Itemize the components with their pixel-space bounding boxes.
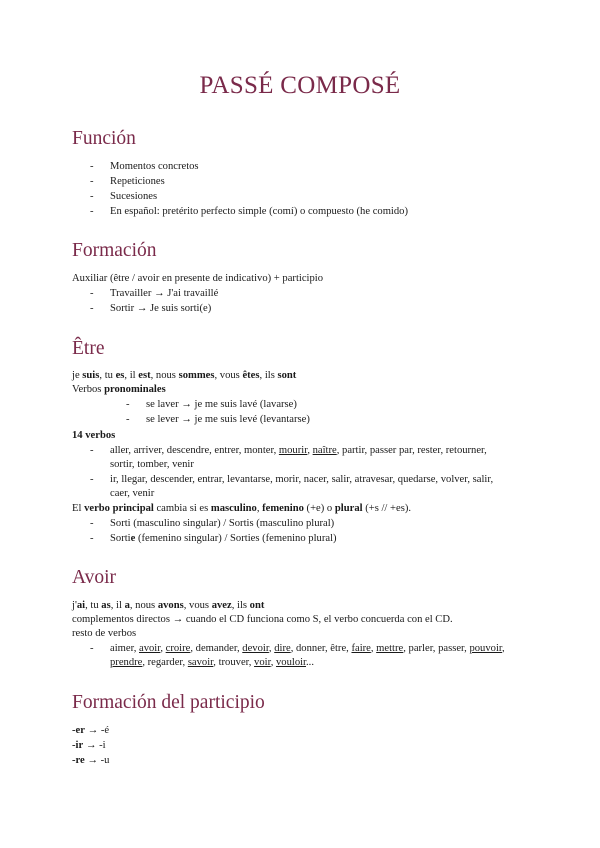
list-item: - Sorti (masculino singular) / Sortis (masculino plural) xyxy=(90,518,335,529)
heading-funcion: Función xyxy=(72,128,136,149)
heading-avoir: Avoir xyxy=(72,567,117,588)
participle-rule: -re → -u xyxy=(72,755,110,766)
list-item: - Travailler → J'ai travaillé xyxy=(90,288,219,299)
list-item: - En español: pretérito perfecto simple (comí) o compuesto (he comido) xyxy=(90,206,409,217)
list-item-continuation: prendre, regarder, savoir, trouver, voir, vouloir... xyxy=(110,657,314,668)
heading-formacion: Formación xyxy=(72,240,157,261)
list-item: - Repeticiones xyxy=(90,176,165,187)
participle-rule: -ir → -i xyxy=(72,740,106,751)
verbs-label: 14 verbos xyxy=(72,430,116,441)
list-item: - aller, arriver, descendre, entrer, monter, mourir, naître, partir, passer par, rester, retourner, xyxy=(90,445,487,456)
resto-label: resto de verbos xyxy=(72,628,137,639)
list-item: - Momentos concretos xyxy=(90,161,199,172)
list-item-continuation: caer, venir xyxy=(110,488,155,499)
page-title: PASSÉ COMPOSÉ xyxy=(199,72,401,99)
list-item: - se lever → je me suis levé (levantarse) xyxy=(126,414,310,425)
list-item: - Sortie (femenino singular) / Sorties (femenino plural) xyxy=(90,533,337,544)
list-item: - se laver → je me suis lavé (lavarse) xyxy=(126,399,297,410)
participle-rule: -er → -é xyxy=(72,725,110,736)
list-item-continuation: sortir, tomber, venir xyxy=(110,459,194,470)
avoir-conjugation: j'ai, tu as, il a, nous avons, vous avez, ils ont xyxy=(72,600,265,611)
heading-participio: Formación del participio xyxy=(72,692,265,713)
list-item: - ir, llegar, descender, entrar, levantarse, morir, nacer, salir, atravesar, quedarse, volver, salir, xyxy=(90,474,494,485)
list-item: - Sucesiones xyxy=(90,191,158,202)
pronominal-label: Verbos pronominales xyxy=(72,384,166,395)
agreement-rule: El verbo principal cambia si es masculino, femenino (+e) o plural (+s // +es). xyxy=(72,503,411,514)
etre-conjugation: je suis, tu es, il est, nous sommes, vous êtes, ils sont xyxy=(72,370,297,381)
cd-line: complementos directos → cuando el CD funciona como S, el verbo concuerda con el CD. xyxy=(72,614,453,625)
formacion-intro: Auxiliar (être / avoir en presente de indicativo) + participio xyxy=(72,273,324,284)
list-item: - Sortir → Je suis sorti(e) xyxy=(90,303,212,314)
list-item: - aimer, avoir, croire, demander, devoir, dire, donner, être, faire, mettre, parler, passer, pouvoir, xyxy=(90,643,505,654)
heading-etre: Être xyxy=(72,338,105,359)
